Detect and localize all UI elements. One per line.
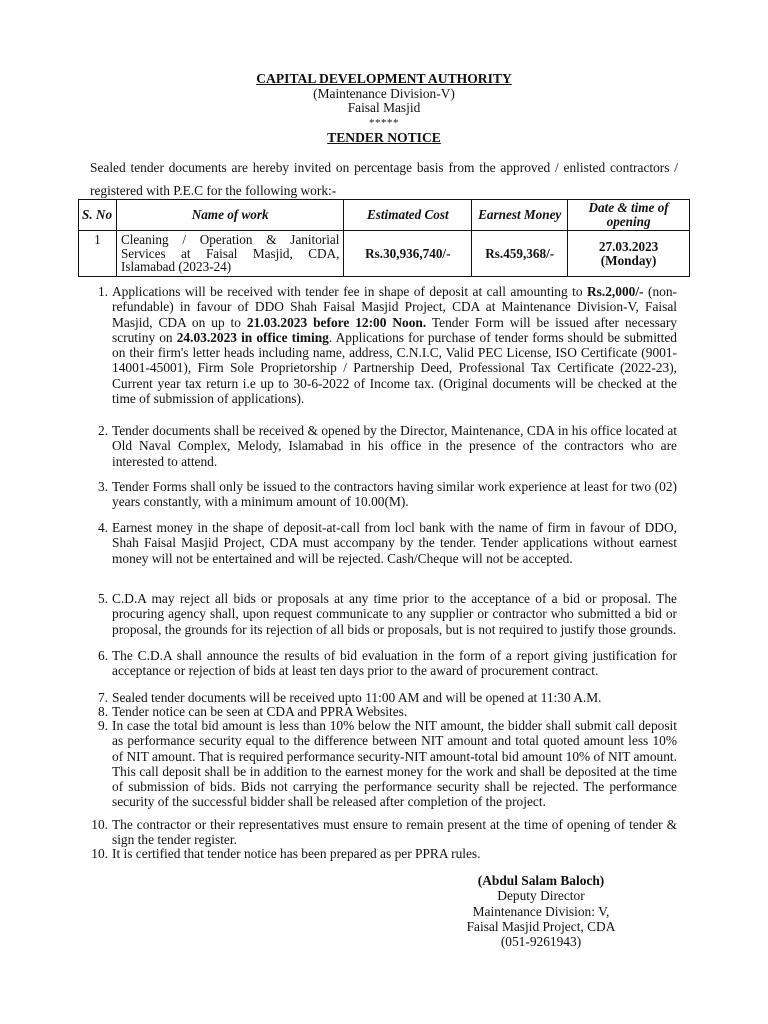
term-item (97, 520, 677, 566)
separator-stars: ***** (369, 116, 399, 129)
header-earnest-money: Earnest Money (472, 200, 568, 231)
term-number: 10. (91, 817, 108, 832)
header-date-time: Date & time of opening (568, 200, 690, 231)
term-number: 6. (97, 648, 108, 663)
term-item (97, 690, 677, 705)
issue-date: 24.03.2023 in office timing (176, 329, 329, 345)
term-item (91, 817, 677, 848)
cell-name-of-work: Cleaning / Operation & Janitorial Services at Faisal Masjid, CDA, Islamabad (2023-24) (116, 231, 343, 277)
cell-estimated-cost: Rs.30,936,740/- (344, 231, 472, 277)
term-text: The contractor or their representatives must ensure to remain present at the time of opening of tender & sign the tender register. (112, 817, 677, 848)
term-text: The C.D.A shall announce the results of bid evaluation in the form of a report giving justification for acceptance or rejection of bids at least ten days prior to the award of procurement contract. (112, 648, 677, 679)
term-text: (non-refundable) in favour of DDO Shah Faisal Masjid Project, CDA at Maintenance Division-V, Faisal Masjid, CDA on up to (112, 284, 677, 330)
term-text: Sealed tender documents will be received upto 11:00 AM and will be opened at 11:30 A.M. (112, 690, 602, 705)
signatory-division: Maintenance Division: V, (472, 903, 610, 919)
opening-date: 27.03.2023 (598, 239, 659, 254)
division-name: (Maintenance Division-V) (313, 85, 455, 101)
term-item (97, 423, 677, 469)
term-text: . Applications for purchase of tender forms should be submitted on their firm's letter heads including name, address, C.N.I.C, Valid PEC License, ISO Certificate (9001-14001-45001), Firm Sole Proprietorship / Partnership Deed, Professional Tax Certificate (2022-23), Current year tax return i.e up to 30-6-2022 of Income tax. (Original documents will be checked at the time of submission of applications). (112, 329, 678, 407)
submission-deadline: 21.03.2023 before 12:00 Noon. (246, 314, 427, 330)
signature-block (440, 873, 642, 949)
term-number: 8. (97, 704, 108, 719)
tender-fee: Rs.2,000/- (587, 284, 644, 299)
signatory-designation: Deputy Director (497, 888, 585, 904)
tender-table (78, 199, 690, 277)
term-item (97, 284, 678, 407)
cell-opening-date (568, 231, 690, 277)
term-item (97, 648, 677, 679)
cell-earnest-money: Rs.459,368/- (472, 231, 568, 277)
organization-name: CAPITAL DEVELOPMENT AUTHORITY (256, 71, 512, 86)
term-number: 4. (97, 520, 108, 535)
term-text: Applications will be received with tender fee in shape of deposit at call amounting to (112, 284, 587, 299)
document-header (0, 72, 768, 146)
header-estimated-cost: Estimated Cost (344, 200, 472, 231)
term-number: 7. (97, 690, 108, 705)
term-number: 1. (97, 284, 108, 299)
term-number: 9. (97, 718, 108, 733)
header-name-of-work: Name of work (116, 200, 343, 231)
intro-paragraph: Sealed tender documents are hereby invited on percentage basis from the approved / enlisted contractors / registered with P.E.C for the following work:- (90, 160, 678, 198)
signatory-phone: (051-9261943) (500, 934, 582, 950)
term-item (97, 591, 677, 637)
term-text: Tender documents shall be received & opened by the Director, Maintenance, CDA in his office located at Old Naval Complex, Melody, Islamabad in his office in the presence of the contractors who are interested to attend. (112, 423, 677, 469)
term-number: 5. (97, 591, 108, 606)
term-item (97, 704, 677, 719)
header-sno: S. No (79, 200, 117, 231)
table-row (79, 231, 690, 277)
term-item (97, 718, 677, 810)
notice-title: TENDER NOTICE (327, 130, 441, 145)
term-number: 3. (97, 479, 108, 494)
location-name: Faisal Masjid (347, 100, 421, 115)
term-item (97, 479, 677, 510)
term-item (91, 846, 677, 861)
signatory-name: (Abdul Salam Baloch) (477, 873, 605, 888)
term-text: It is certified that tender notice has been prepared as per PPRA rules. (112, 846, 481, 861)
term-text: Tender Form will be issued after necessary scrutiny on (112, 314, 677, 345)
opening-day: (Monday) (600, 252, 657, 268)
term-text: Earnest money in the shape of deposit-at-call from locl bank with the name of firm in favour of DDO, Shah Faisal Masjid Project, CDA must accompany by the tender. Tender applications without earnest money will not be entertained and will be rejected. Cash/Cheque will not be accepted. (112, 520, 677, 566)
cell-sno: 1 (79, 231, 117, 277)
signatory-project: Faisal Masjid Project, CDA (466, 918, 616, 934)
term-text: Tender Forms shall only be issued to the contractors having similar work experience at least for two (02) years constantly, with a minimum amount of 10.00(M). (112, 479, 677, 510)
table-header-row (79, 200, 690, 231)
term-text: In case the total bid amount is less than 10% below the NIT amount, the bidder shall submit call deposit as performance security equal to the difference between NIT amount and total quoted amount less 10% of NIT amount. That is required performance security-NIT amount-total bid amount 10% of NIT amount. This call deposit shall be in addition to the earnest money for the work and shall be deposited at the time of submission of bids. Bids not carrying the performance security shall be rejected. The performance security of the successful bidder shall be released after completion of the project. (112, 718, 677, 810)
term-number: 10. (91, 846, 108, 861)
term-number: 2. (97, 423, 108, 438)
term-text: Tender notice can be seen at CDA and PPRA Websites. (112, 704, 408, 719)
term-text: C.D.A may reject all bids or proposals at any time prior to the acceptance of a bid or proposal. The procuring agency shall, upon request communicate to any supplier or contractor who submitted a bid or proposal, the grounds for its rejection of all bids or proposals, but is not required to justify those grounds. (112, 591, 677, 637)
